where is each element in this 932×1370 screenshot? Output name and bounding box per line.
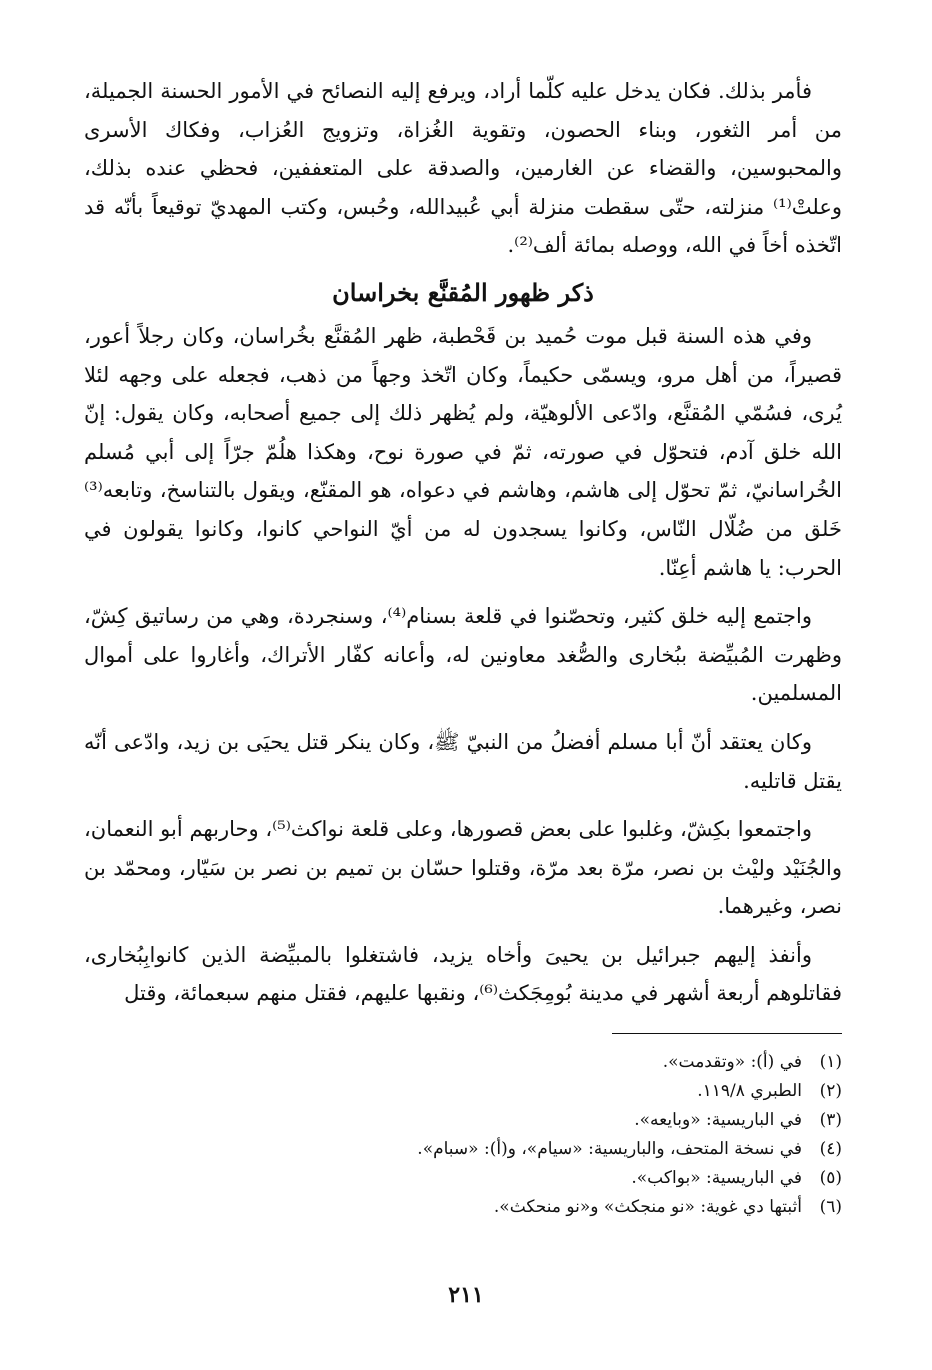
footnote-item <box>84 1106 842 1135</box>
paragraph-1: وفي هذه السنة قبل موت حُميد بن قَحْطبة، ظهر المُقنَّع بخُراسان، وكان رجلاً أعور، قصيراً، من أهل مرو، ويسمّى حكيماً، وكان اتّخذ وجهاً من ذهب، فجعله على وجهه لئلا يُرى، فسُمّي المُقنَّع، وادّعى الألوهيّة، ولم يُظهر ذلك إلى جميع أصحابه، وكان يقول: إنّ الله خلق آدم، فتحوّل في صورته، ثمّ في صورة نوح، وهكذا هلُمّ جرّاً إلى أبي مُسلم الخُراسانيّ، ثمّ تحوّل إلى هاشم، وهاشم في دعواه، هو المقنّع، ويقول بالتناسخ، وتابعه⁽³⁾ خَلق من ضُلّال النّاس، وكانوا يسجدون له من أيّ النواحي كانوا، وكانوا يقولون في الحرب: يا هاشم أعِنّا. <box>84 323 842 580</box>
footnote-item <box>84 1164 842 1193</box>
footnote-number: (٤) <box>819 1139 842 1160</box>
paragraph-3: وكان يعتقد أنّ أبا مسلم أفضلُ من النبيّ ﷺ، وكان ينكر قتل يحيَى بن زيد، وادّعى أنّه يقتل قاتليه. <box>84 729 842 793</box>
footnote-number: (١) <box>819 1052 842 1073</box>
footnote-text: في الباريسية: «بواكب». <box>631 1168 802 1189</box>
page-number: ٢١١ <box>448 1282 484 1308</box>
paragraph-2: واجتمع إليه خلق كثير، وتحصّنوا في قلعة بسنام⁽⁴⁾، وسنجردة، وهي من رساتيق كِشّ، وظهرت المُبيِّضة ببُخارى والصُّغد معاونين له، وأعانه كفّار الأتراك، وأغاروا على أموال المسلمين. <box>84 604 842 706</box>
footnote-item <box>84 1135 842 1164</box>
footnote-item <box>84 1077 842 1106</box>
footnote-text: في (أ): «وتقدمت». <box>662 1052 802 1073</box>
paragraph-top: فأمر بذلك. فكان يدخل عليه كلّما أراد، ويرفع إليه النصائح في الأمور الحسنة الجميلة، من أمر الثغور، وبناء الحصون، وتقوية الغُزاة، وتزويج العُزاب، وفكاك الأسرى والمحبوسين، والقضاء عن الغارمين، والصدقة على المتعففين، فحظي عنده بذلك، وعلتْ⁽¹⁾ منزلته، حتّى سقطت منزلة أبي عُبيدالله، وحُبس، وكتب المهديّ توقيعاً بأنّه قد اتّخذه أخاً في الله، ووصله بمائة ألف⁽²⁾. <box>84 79 842 258</box>
footnote-number: (٦) <box>819 1197 842 1218</box>
footnote-text: في الباريسية: «وبايعه». <box>634 1110 802 1131</box>
footnote-separator <box>612 1033 842 1034</box>
footnote-text: الطبري ١١٩/٨. <box>697 1081 802 1102</box>
footnote-item <box>84 1193 842 1222</box>
paragraph-5: وأنفذ إليهم جبرائيل بن يحيىَ وأخاه يزيد، فاشتغلوا بالمبيِّضة الذين كانوابِبُخارى، فقاتلوهم أربعة أشهر في مدينة بُومِجَكث⁽⁶⁾، ونقبها عليهم، فقتل منهم سبعمائة، وقتل <box>84 942 842 1006</box>
section-heading: ذكر ظهور المُقنَّع بخراسان <box>332 277 594 307</box>
footnote-number: (٥) <box>819 1168 842 1189</box>
footnotes <box>84 1048 842 1222</box>
footnote-item <box>84 1048 842 1077</box>
footnote-number: (٢) <box>819 1081 842 1102</box>
footnote-number: (٣) <box>819 1110 842 1131</box>
footnote-text: في نسخة المتحف، والباريسية: «سيام»، و(أ): «سبام». <box>417 1139 802 1160</box>
footnote-text: أثبتها دي غوية: «نو منجكث» و«نو منحكث». <box>493 1197 802 1218</box>
paragraph-4: واجتمعوا بكِشّ، وغلبوا على بعض قصورها، وعلى قلعة نواكث⁽⁵⁾، وحاربهم أبو النعمان، والجُنَيْد وليْث بن نصر، مرّة بعد مرّة، وقتلوا حسّان بن تميم بن نصر بن سَيّار، ومحمّد بن نصر، وغيرهما. <box>84 817 842 919</box>
